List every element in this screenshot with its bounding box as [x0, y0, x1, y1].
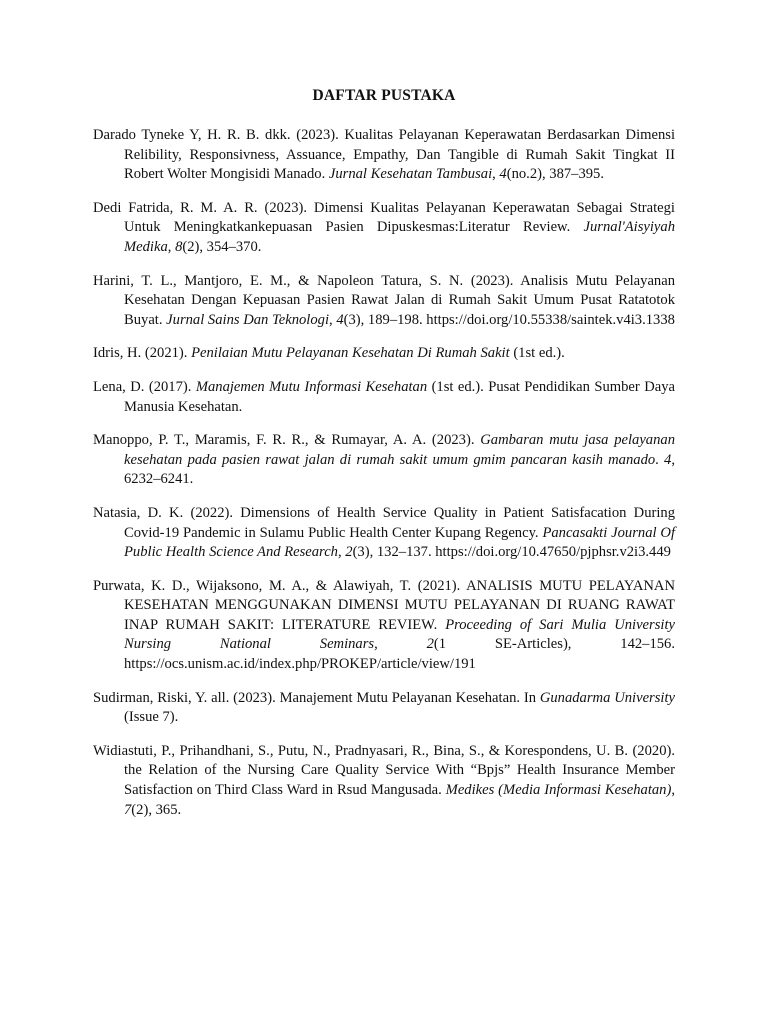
reference-item: Dedi Fatrida, R. M. A. R. (2023). Dimensi Kualitas Pelayanan Keperawatan Sebagai Strategi Untuk Meningkatkankepuasan Pasien Dipuskesmas:Literatur Review. Jurnal'Aisyiyah Medika, 8(2), 354–370. [93, 199, 675, 255]
reference-item: Manoppo, P. T., Maramis, F. R. R., & Rumayar, A. A. (2023). Gambaran mutu jasa pelayanan kesehatan pada pasien rawat jalan di rumah sakit umum gmim pancaran kasih manado. 4, 6232–6241. [93, 432, 675, 488]
reference-item: Natasia, D. K. (2022). Dimensions of Health Service Quality in Patient Satisfacation During Covid-19 Pandemic in Sulamu Public Health Center Kupang Regency. Pancasakti Journal Of Public Health Science And Research, 2(3), 132–137. https://doi.org/10.47650/pjphsr.v2i3.449 [93, 504, 675, 561]
reference-item: Darado Tyneke Y, H. R. B. dkk. (2023). Kualitas Pelayanan Keperawatan Berdasarkan Dimensi Relibility, Responsivness, Assuance, Empathy, Dan Tangible di Rumah Sakit Tingkat II Robert Wolter Mongisidi Manado. Jurnal Kesehatan Tambusai, 4(no.2), 387–395. [93, 127, 675, 183]
reference-item: Idris, H. (2021). Penilaian Mutu Pelayanan Kesehatan Di Rumah Sakit (1st ed.). [93, 345, 565, 362]
reference-item: Lena, D. (2017). Manajemen Mutu Informasi Kesehatan (1st ed.). Pusat Pendidikan Sumber Daya Manusia Kesehatan. [93, 378, 675, 415]
page-title: DAFTAR PUSTAKA [312, 87, 456, 104]
reference-item: Widiastuti, P., Prihandhani, S., Putu, N., Pradnyasari, R., Bina, S., & Korespondens, U. B. (2020). the Relation of the Nursing Care Quality Service With “Bpjs” Health Insurance Member Satisfaction on Third Class Ward in Rsud Mangusada. Medikes (Media Informasi Kesehatan), 7(2), 365. [93, 742, 675, 818]
reference-item: Sudirman, Riski, Y. all. (2023). Manajement Mutu Pelayanan Kesehatan. In Gunadarma University (Issue 7). [93, 689, 675, 726]
reference-item: Harini, T. L., Mantjoro, E. M., & Napoleon Tatura, S. N. (2023). Analisis Mutu Pelayanan Kesehatan Dengan Kepuasan Pasien Rawat Jalan di Rumah Sakit Umum Pusat Ratatotok Buyat. Jurnal Sains Dan Teknologi, 4(3), 189–198. https://doi.org/10.55338/saintek.v4i3.1338 [93, 272, 675, 328]
reference-item: Purwata, K. D., Wijaksono, M. A., & Alawiyah, T. (2021). ANALISIS MUTU PELAYANAN KESEHATAN MENGGUNAKAN DIMENSI MUTU PELAYANAN DI RUANG RAWAT INAP RUMAH SAKIT: LITERATURE REVIEW. Proceeding of Sari Mulia University Nursing National Seminars, 2(1 SE-Articles), 142–156. https://ocs.unism.ac.id/index.php/PROKEP/article/view/191 [93, 577, 676, 673]
reference-list [93, 126, 675, 834]
